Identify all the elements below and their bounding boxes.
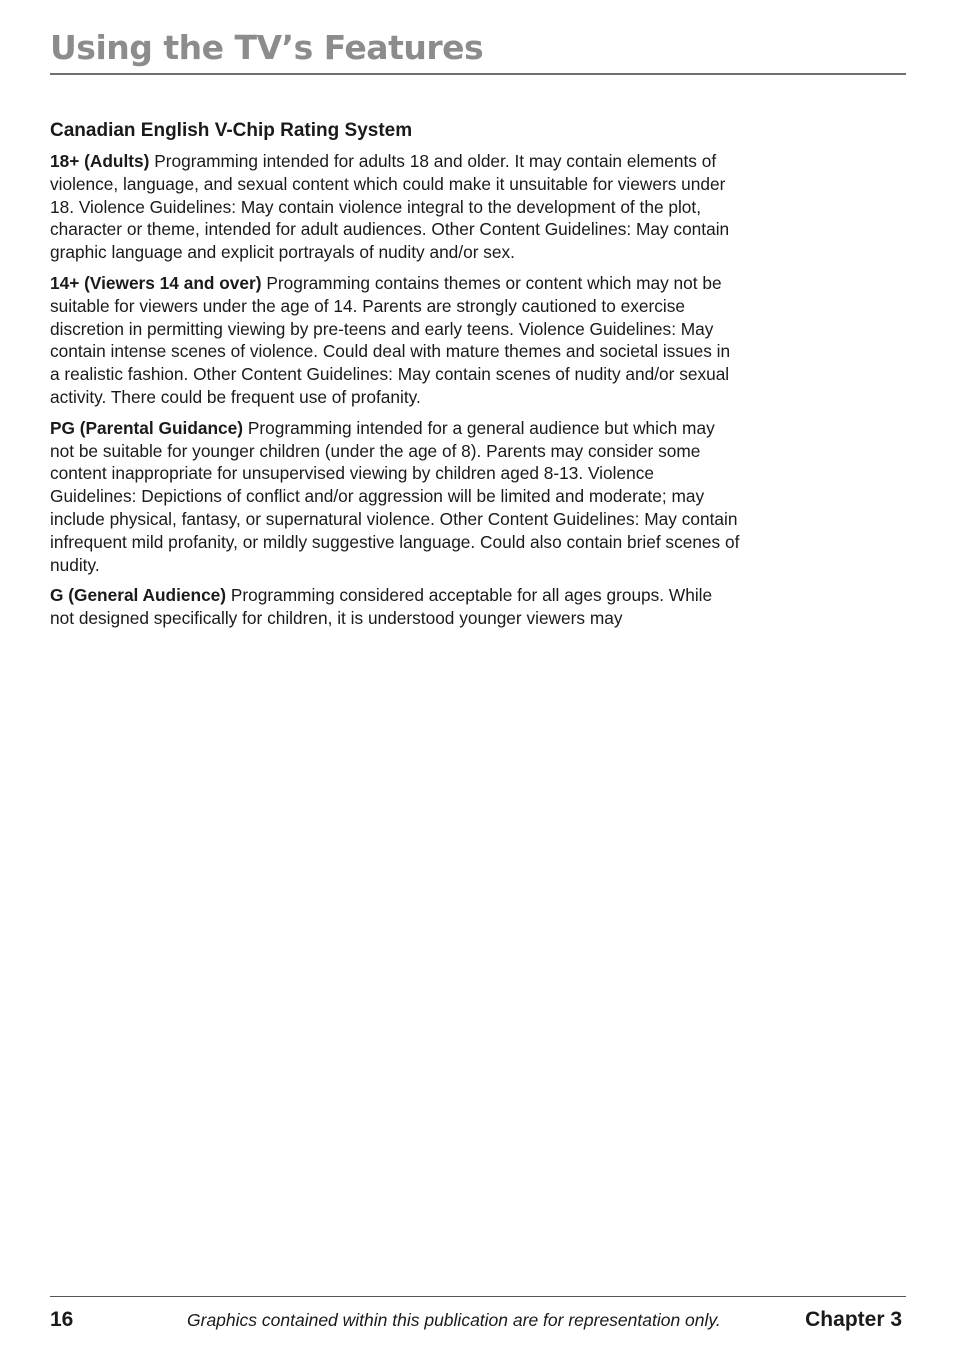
title-divider [50, 73, 906, 75]
rating-term: G (General Audience) [50, 585, 227, 606]
footer-divider [50, 1296, 906, 1297]
rating-pg [50, 417, 740, 577]
rating-description: Programming intended for a general audience but which may not be suitable for younger children (under the age of 8). Parents may consider some content inappropriate for unsupervised viewing by children aged 8-13. Violence Guidelines: Depictions of conflict and/or aggression will be limited and moderate; may include physical, fantasy, or supernatural violence. Other Content Guidelines: May contain infrequent mild profanity, or mildly suggestive language. Could also contain brief scenes of nudity. [50, 417, 740, 575]
main-content [50, 118, 740, 638]
rating-18-plus [50, 150, 740, 264]
rating-description: Programming intended for adults 18 and older. It may contain elements of violence, language, and sexual content which could make it unsuitable for viewers under 18. Violence Guidelines: May contain violence integral to the development of the plot, character or theme, intended for adult audiences. Other Content Guidelines: May contain graphic language and explicit portrayals of nudity and/or sex. [50, 151, 730, 263]
chapter-label: Chapter 3 [805, 1308, 902, 1331]
rating-description: Programming considered acceptable for all ages groups. While not designed specifically for children, it is understood younger viewers may [50, 585, 713, 629]
page-number: 16 [50, 1308, 74, 1331]
rating-14-plus [50, 272, 740, 409]
rating-term: PG (Parental Guidance) [50, 417, 244, 438]
section-heading: Canadian English V-Chip Rating System [50, 120, 413, 141]
page-title: Using the TV’s Features [50, 28, 484, 67]
rating-g [50, 584, 740, 630]
rating-description: Programming contains themes or content which may not be suitable for viewers under the age of 14. Parents are strongly cautioned to exercise discretion in permitting viewing by pre-teens and early teens. Violence Guidelines: May contain intense scenes of violence. Could deal with mature themes and societal issues in a realistic fashion. Other Content Guidelines: May contain scenes of nudity and/or sexual activity. There could be frequent use of profanity. [50, 272, 731, 407]
rating-term: 18+ (Adults) [50, 151, 150, 171]
footer-disclaimer: Graphics contained within this publication are for representation only. [187, 1310, 721, 1330]
rating-term: 14+ (Viewers 14 and over) [50, 272, 262, 293]
